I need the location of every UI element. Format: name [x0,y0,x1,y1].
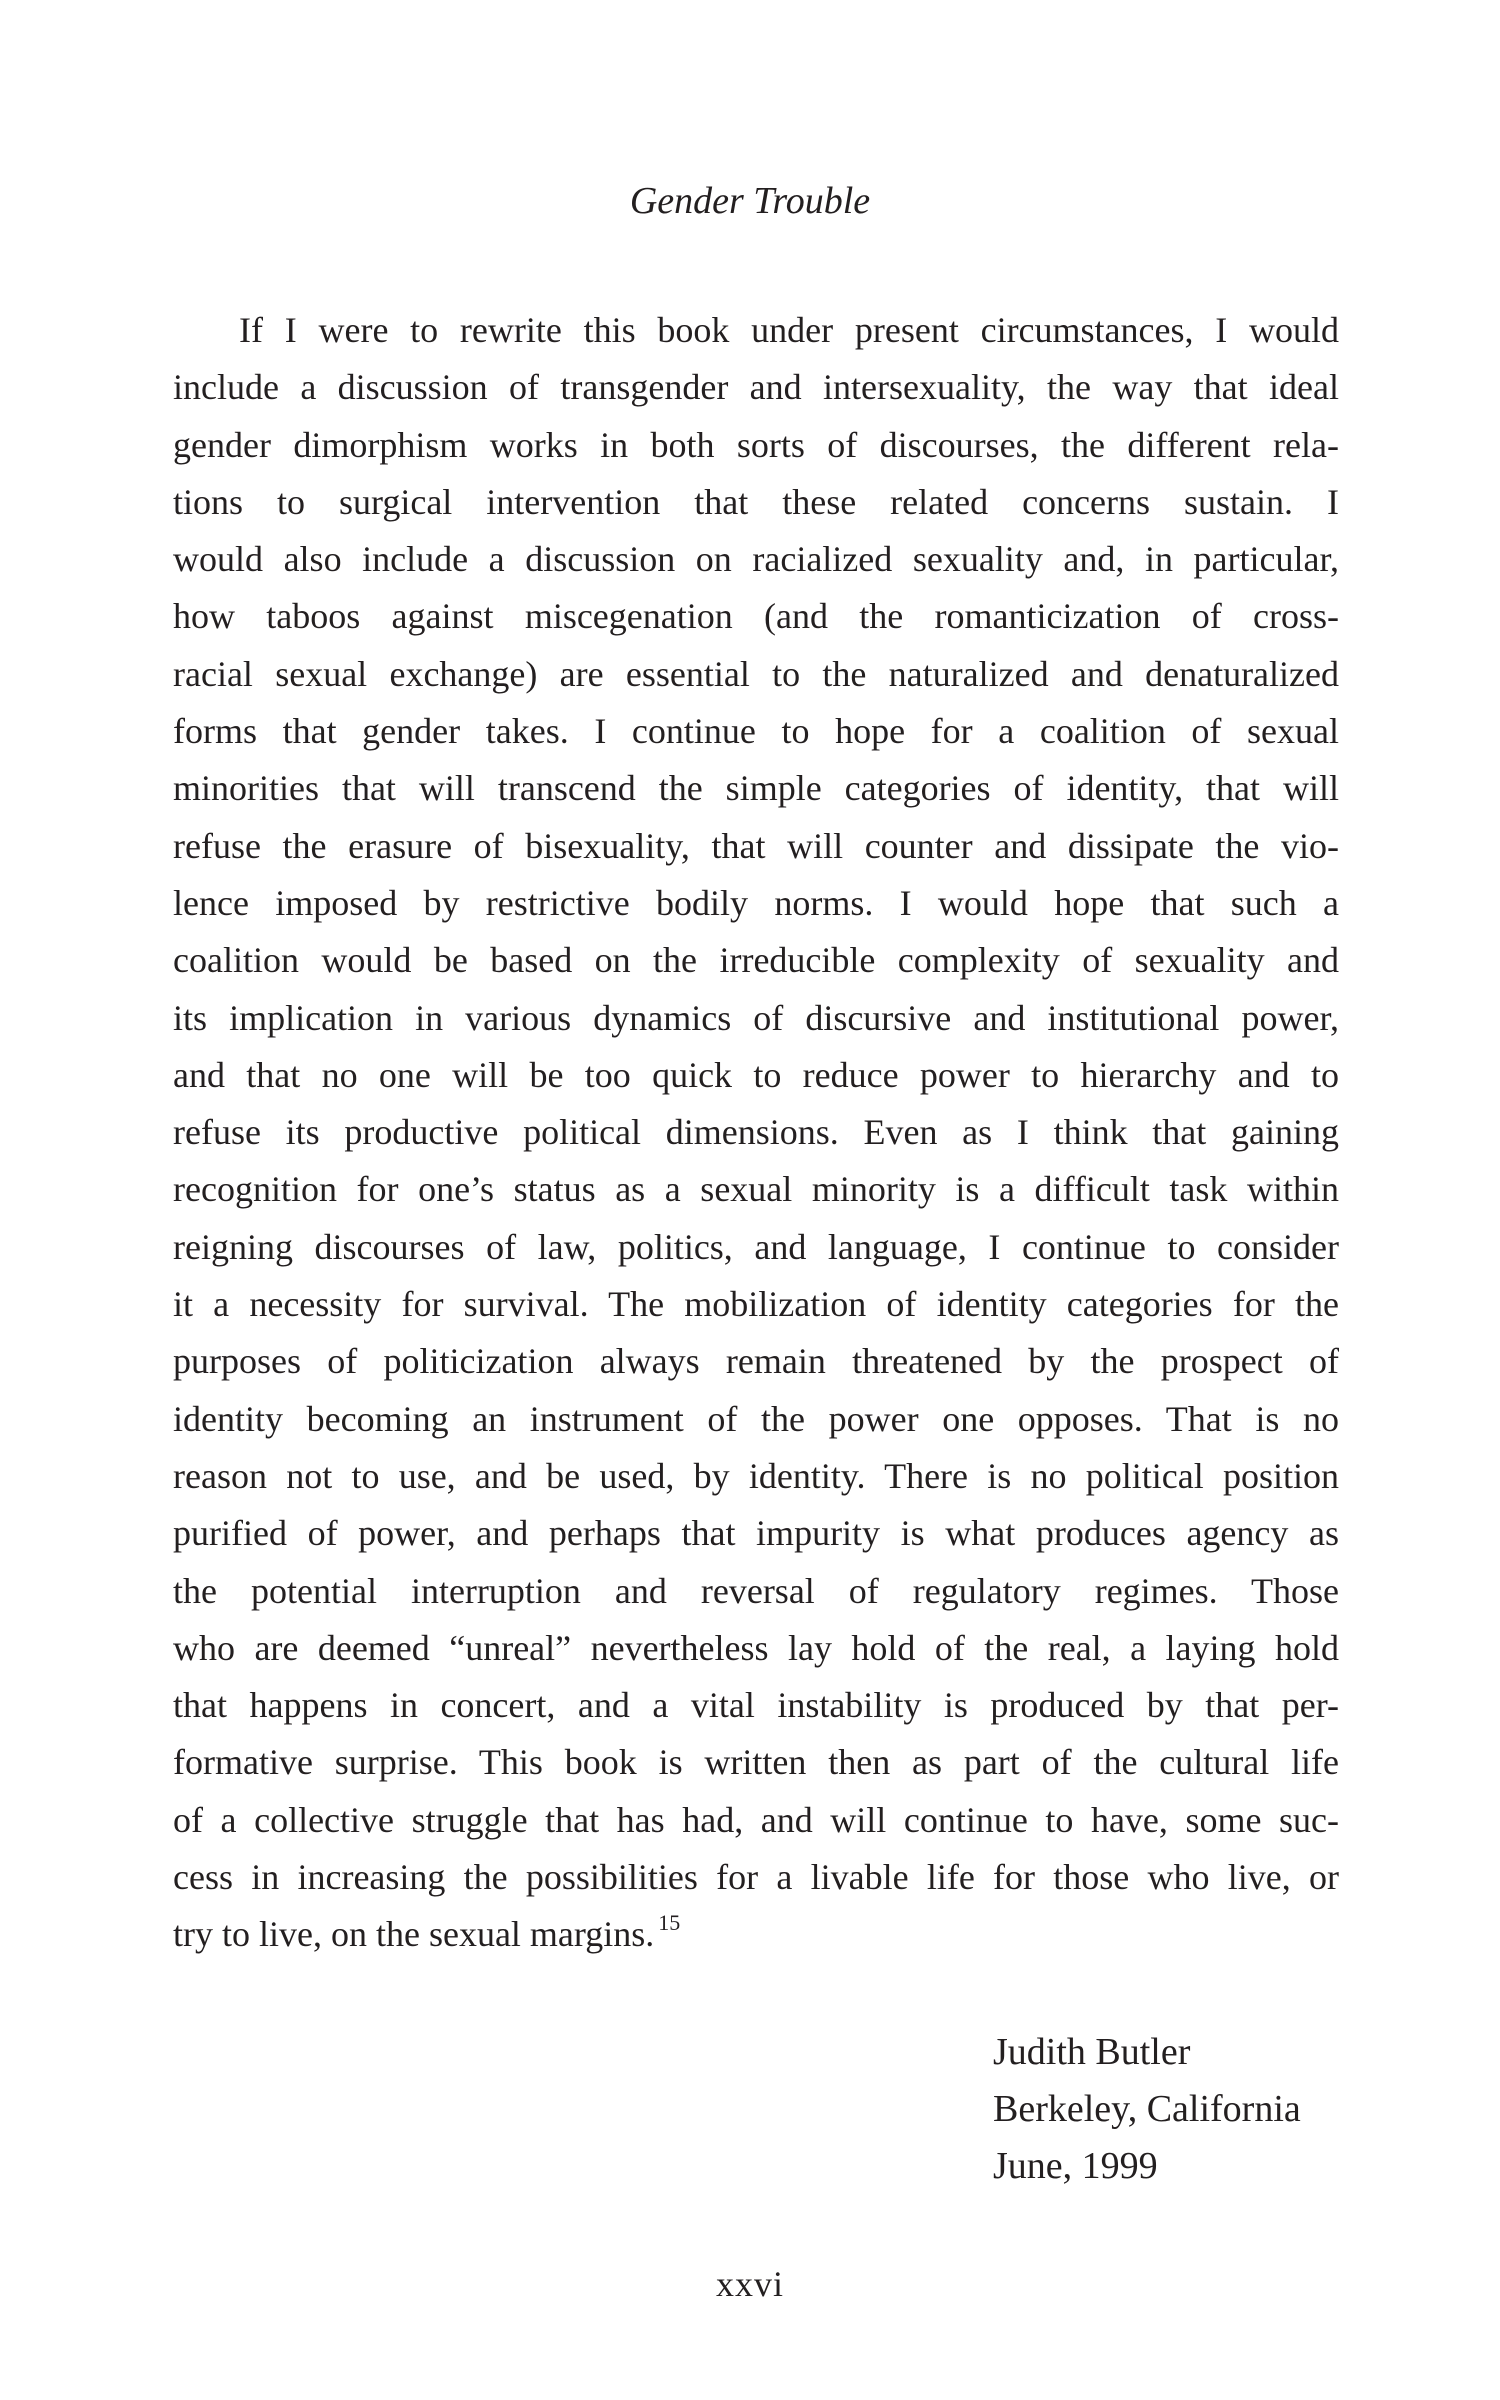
body-line: formative surprise. This book is written then as part of the cultural life [173,1742,1339,1783]
body-line-last [173,1906,1339,1963]
running-head: Gender Trouble [629,180,871,222]
signature-block [993,2024,1301,2195]
body-line: and that no one will be too quick to reduce power to hierarchy and to [173,1054,1339,1095]
body-line: include a discussion of transgender and intersexuality, the way that ideal [173,367,1339,408]
body-line: cess in increasing the possibilities for a livable life for those who live, or [173,1857,1339,1898]
body-line: purposes of politicization always remain threatened by the prospect of [173,1341,1339,1382]
body-line: racial sexual exchange) are essential to the naturalized and denaturalized [173,653,1339,694]
footnote-marker[interactable]: 15 [658,1910,681,1936]
body-line: minorities that will transcend the simple categories of identity, that will [173,768,1339,809]
body-line: would also include a discussion on racialized sexuality and, in particular, [173,539,1339,580]
body-line: the potential interruption and reversal of regulatory regimes. Those [173,1570,1339,1611]
body-line: recognition for one’s status as a sexual minority is a difficult task within [173,1169,1339,1210]
body-paragraph [173,302,1339,1964]
author-place: Berkeley, California [993,2088,1301,2130]
body-line: identity becoming an instrument of the power one opposes. That is no [173,1398,1339,1439]
body-line: lence imposed by restrictive bodily norms. I would hope that such a [173,882,1339,923]
body-line: who are deemed “unreal” nevertheless lay hold of the real, a laying hold [173,1627,1339,1668]
body-line: If I were to rewrite this book under present circumstances, I would [239,310,1339,350]
body-line: reason not to use, and be used, by identity. There is no political position [173,1455,1339,1496]
body-line: refuse its productive political dimensions. Even as I think that gaining [173,1112,1339,1153]
body-line-text: try to live, on the sexual margins. [173,1914,655,1955]
body-line: purified of power, and perhaps that impurity is what produces agency as [173,1513,1339,1554]
body-line: of a collective struggle that has had, and will continue to have, some suc- [173,1799,1339,1840]
body-line: forms that gender takes. I continue to hope for a coalition of sexual [173,711,1339,752]
author-name: Judith Butler [993,2031,1191,2073]
body-line: it a necessity for survival. The mobilization of identity categories for the [173,1284,1339,1325]
page-number: xxvi [715,2264,784,2304]
body-line: coalition would be based on the irreducible complexity of sexuality and [173,940,1339,981]
signature-date: June, 1999 [993,2145,1158,2187]
body-line: its implication in various dynamics of discursive and institutional power, [173,997,1339,1038]
body-line: reigning discourses of law, politics, and language, I continue to consider [173,1226,1339,1267]
body-line: tions to surgical intervention that these related concerns sustain. I [173,481,1339,522]
body-line: that happens in concert, and a vital instability is produced by that per- [173,1685,1339,1726]
body-line: how taboos against miscegenation (and the romanticization of cross- [173,596,1339,637]
body-line: refuse the erasure of bisexuality, that will counter and dissipate the vio- [173,825,1339,866]
body-line: gender dimorphism works in both sorts of discourses, the different rela- [173,424,1339,465]
